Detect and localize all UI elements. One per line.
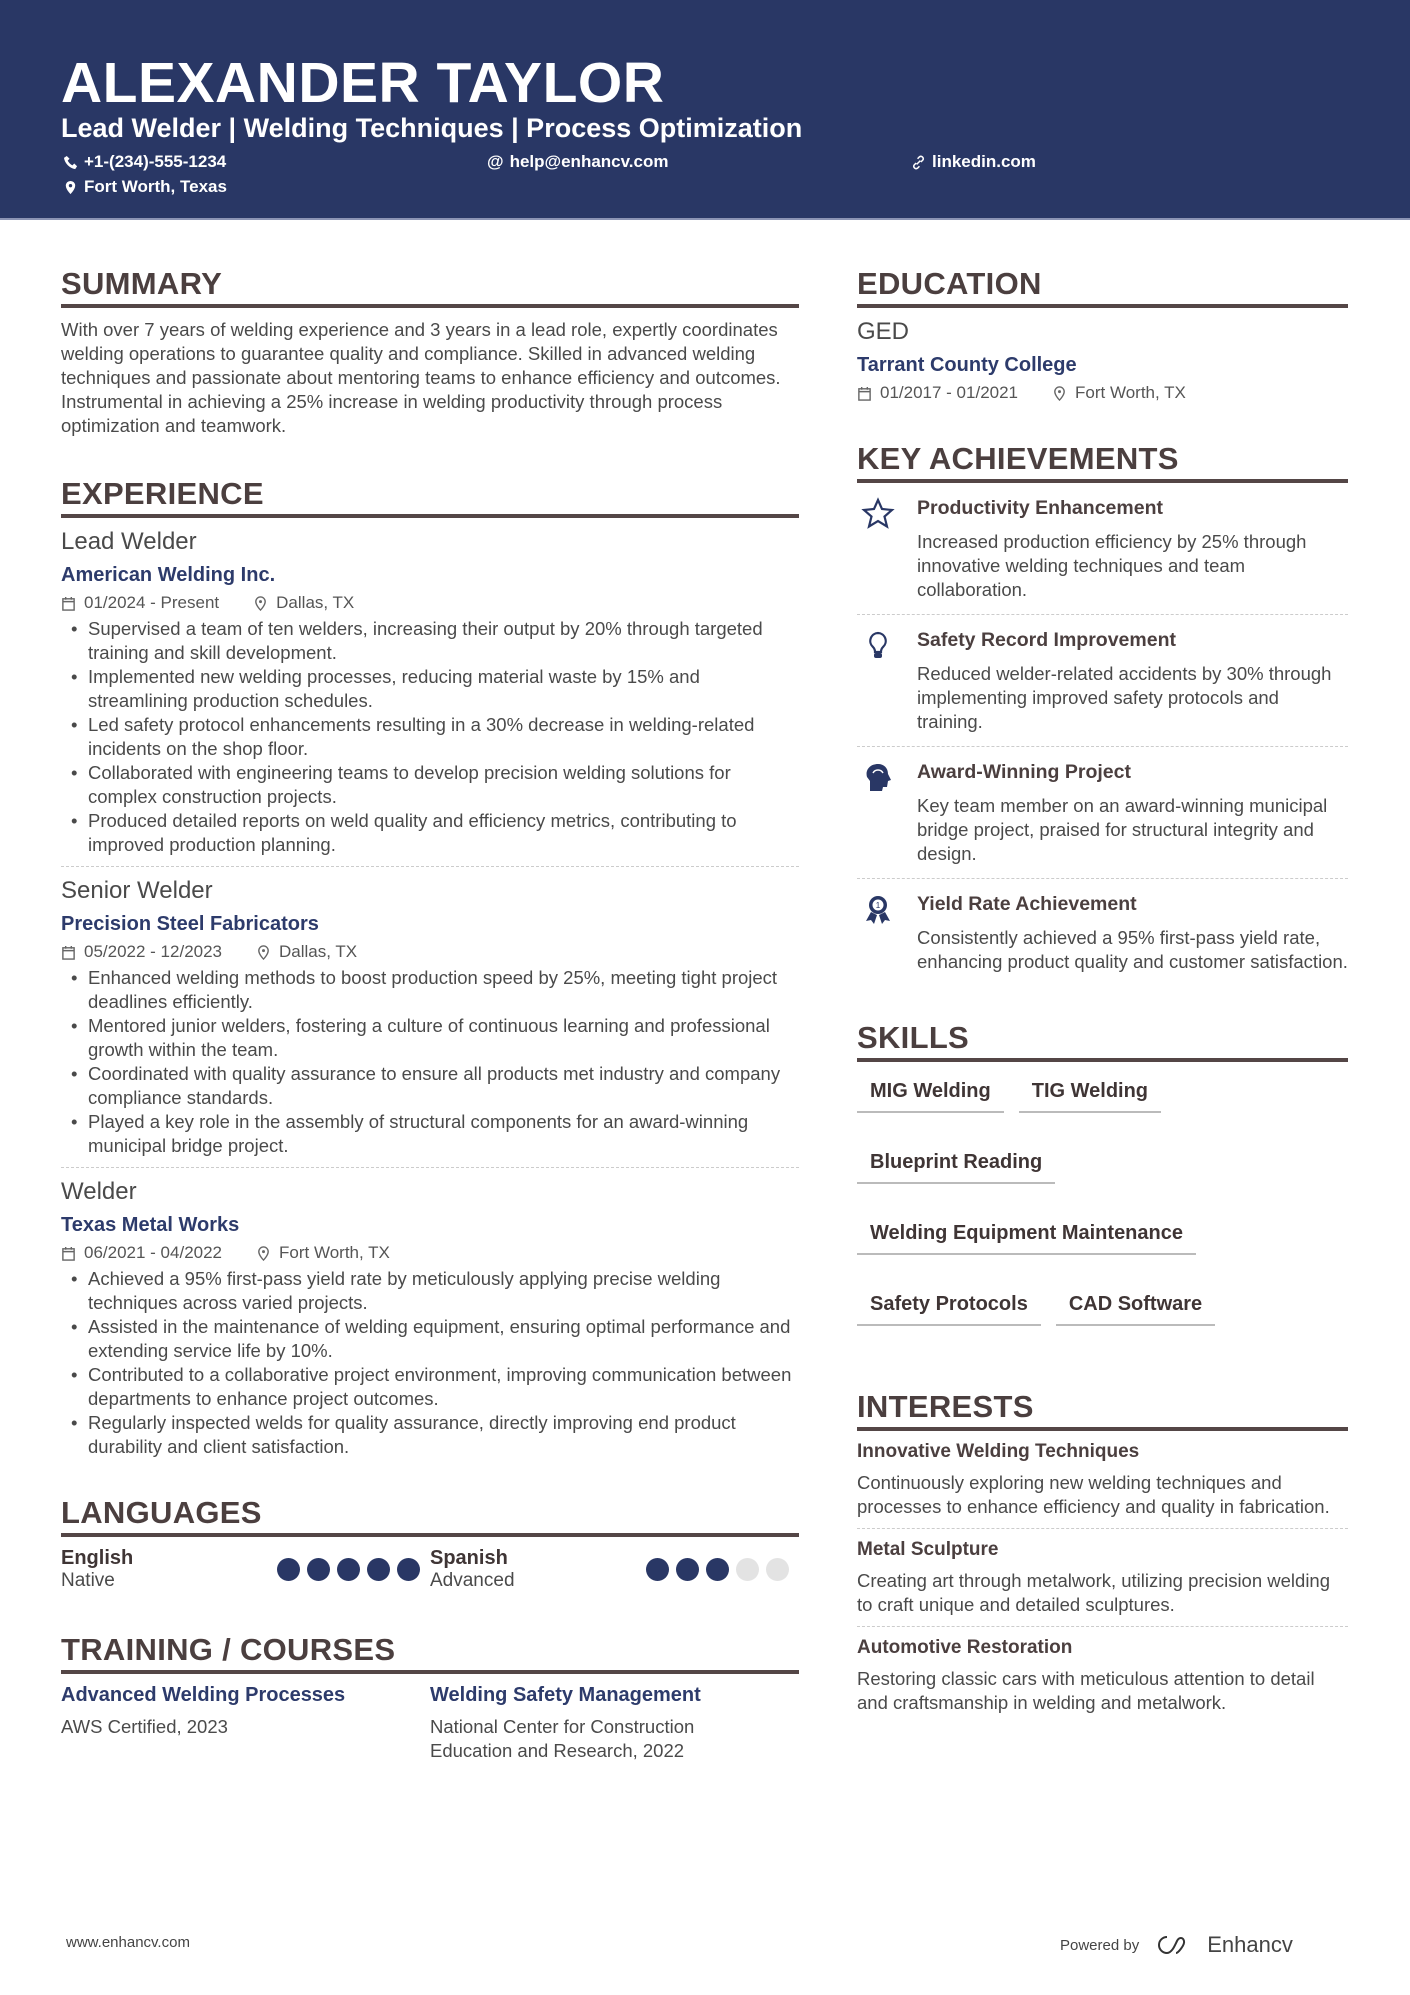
skill-tag: Safety Protocols xyxy=(857,1293,1041,1326)
achievement-text: Key team member on an award-winning municipal bridge project, praised for structural integrity and design. xyxy=(917,795,1328,864)
job-role: Welder xyxy=(61,1178,137,1205)
location-pin-icon xyxy=(253,596,268,611)
medal-icon xyxy=(861,893,895,927)
location-text: Fort Worth, Texas xyxy=(84,177,227,196)
achievement-item xyxy=(857,615,1348,747)
language-level: Advanced xyxy=(430,1570,515,1591)
job-bullet: • Achieved a 95% first-pass yield rate by meticulously applying precise welding techniques across varied projects. xyxy=(61,1267,799,1315)
achievement-title: Productivity Enhancement xyxy=(917,497,1163,519)
job-bullets xyxy=(61,617,799,857)
interest-text: Creating art through metalwork, utilizing precision welding to craft unique and detailed sculptures. xyxy=(857,1569,1348,1627)
job-bullet: • Played a key role in the assembly of structural components for an award-winning municipal bridge project. xyxy=(61,1110,799,1158)
training-list xyxy=(61,1684,799,1763)
right-column xyxy=(857,266,1348,1724)
job-meta xyxy=(61,1243,799,1263)
head-icon xyxy=(861,761,895,795)
course-detail: National Center for Construction Education and Research, 2022 xyxy=(430,1716,695,1761)
job-divider xyxy=(61,866,799,867)
achievement-item xyxy=(857,747,1348,879)
calendar-icon xyxy=(857,386,872,401)
location-pin-icon xyxy=(1052,386,1067,401)
job-role: Senior Welder xyxy=(61,877,213,904)
job-bullet: • Produced detailed reports on weld quality and efficiency metrics, contributing to improved production planning. xyxy=(61,809,799,857)
language-item xyxy=(61,1547,430,1592)
link-icon xyxy=(911,155,926,170)
location-pin-icon xyxy=(63,180,78,195)
rating-dot xyxy=(646,1558,669,1581)
calendar-icon xyxy=(61,596,76,611)
interest-text: Continuously exploring new welding techniques and processes to enhance efficiency and quality in fabrication. xyxy=(857,1471,1348,1529)
job-bullet: • Coordinated with quality assurance to ensure all products met industry and company compliance standards. xyxy=(61,1062,799,1110)
candidate-title: Lead Welder | Welding Techniques | Process Optimization xyxy=(61,113,803,143)
job-bullets xyxy=(61,1267,799,1459)
linkedin-text[interactable]: linkedin.com xyxy=(932,152,1036,171)
job-company: American Welding Inc. xyxy=(61,564,276,586)
rating-dot xyxy=(676,1558,699,1581)
linkedin-contact[interactable] xyxy=(911,152,1036,172)
brand-name: Enhancv xyxy=(1207,1932,1293,1957)
education-degree: GED xyxy=(857,318,910,345)
job-bullet: • Enhanced welding methods to boost production speed by 25%, meeting tight project deadlines efficiently. xyxy=(61,966,799,1014)
job-divider xyxy=(61,1167,799,1168)
job-bullet: • Regularly inspected welds for quality assurance, directly improving end product durability and client satisfaction. xyxy=(61,1411,799,1459)
summary-heading: SUMMARY xyxy=(61,266,799,308)
achievement-title: Yield Rate Achievement xyxy=(917,893,1137,915)
calendar-icon xyxy=(61,945,76,960)
achievements-list xyxy=(857,483,1348,986)
course-title: Welding Safety Management xyxy=(430,1684,701,1706)
skill-tag: CAD Software xyxy=(1056,1293,1215,1326)
training-heading: TRAINING / COURSES xyxy=(61,1632,799,1674)
rating-dot xyxy=(736,1558,759,1581)
left-column xyxy=(61,266,799,1763)
powered-by-text: Powered by xyxy=(1060,1936,1140,1954)
achievements-heading: KEY ACHIEVEMENTS xyxy=(857,441,1348,483)
job-entry xyxy=(61,877,799,1158)
achievement-text: Reduced welder-related accidents by 30% through implementing improved safety protocols and training. xyxy=(917,663,1332,732)
rating-dot xyxy=(706,1558,729,1581)
location-pin-icon xyxy=(256,945,271,960)
job-bullet: • Mentored junior welders, fostering a culture of continuous learning and professional growth within the team. xyxy=(61,1014,799,1062)
achievement-item xyxy=(857,879,1348,986)
job-dates: 01/2024 - Present xyxy=(84,593,220,612)
experience-list xyxy=(61,528,799,1459)
at-icon: @ xyxy=(487,152,504,171)
job-entry xyxy=(61,528,799,857)
phone-text: +1-(234)-555-1234 xyxy=(84,152,227,171)
interests-heading: INTERESTS xyxy=(857,1389,1348,1431)
interest-title: Innovative Welding Techniques xyxy=(857,1441,1140,1462)
phone-contact xyxy=(63,152,226,172)
education-heading: EDUCATION xyxy=(857,266,1348,308)
skill-tag: Welding Equipment Maintenance xyxy=(857,1222,1196,1255)
rating-dot xyxy=(307,1558,330,1581)
footer-branding xyxy=(1060,1932,1293,1958)
svg-text:1: 1 xyxy=(875,901,881,910)
lightbulb-icon xyxy=(861,629,895,663)
job-bullet: • Contributed to a collaborative project environment, improving communication between departments to enhance project outcomes. xyxy=(61,1363,799,1411)
course-title: Advanced Welding Processes xyxy=(61,1684,346,1706)
course-detail: AWS Certified, 2023 xyxy=(61,1716,228,1737)
interest-text: Restoring classic cars with meticulous attention to detail and craftsmanship in welding and metalwork. xyxy=(857,1668,1315,1713)
interest-title: Metal Sculpture xyxy=(857,1539,999,1560)
job-bullets xyxy=(61,966,799,1158)
location-pin-icon xyxy=(256,1246,271,1261)
job-bullet: • Implemented new welding processes, reducing material waste by 15% and streamlining production schedules. xyxy=(61,665,799,713)
language-rating xyxy=(646,1558,789,1581)
skill-tag: MIG Welding xyxy=(857,1080,1004,1113)
calendar-icon xyxy=(61,1246,76,1261)
languages-heading: LANGUAGES xyxy=(61,1495,799,1537)
achievement-text: Consistently achieved a 95% first-pass yield rate, enhancing product quality and customer satisfaction. xyxy=(917,927,1348,972)
interest-item xyxy=(857,1637,1348,1724)
summary-text: With over 7 years of welding experience and 3 years in a lead role, expertly coordinates welding operations to guarantee quality and compliance. Skilled in advanced welding techniques and passionate about mentoring teams to enhance efficiency and outcomes. Instrumental in achieving a 25% increase in welding productivity through process optimization and teamwork. xyxy=(61,319,781,436)
star-icon xyxy=(861,497,895,531)
interest-title: Automotive Restoration xyxy=(857,1637,1073,1658)
language-name: English xyxy=(61,1547,134,1569)
skill-tag: Blueprint Reading xyxy=(857,1151,1055,1184)
experience-heading: EXPERIENCE xyxy=(61,476,799,518)
job-meta xyxy=(61,942,799,962)
resume-header xyxy=(0,0,1410,220)
language-rating xyxy=(277,1558,420,1581)
job-dates: 05/2022 - 12/2023 xyxy=(84,942,223,961)
course-item xyxy=(61,1684,430,1763)
enhancv-logo-icon xyxy=(1153,1933,1199,1957)
language-item xyxy=(430,1547,799,1592)
location-contact xyxy=(63,177,227,197)
phone-icon xyxy=(63,155,78,170)
job-bullet: • Collaborated with engineering teams to develop precision welding solutions for complex construction projects. xyxy=(61,761,799,809)
education-school: Tarrant County College xyxy=(857,354,1077,376)
education-location: Fort Worth, TX xyxy=(1075,383,1186,402)
rating-dot xyxy=(367,1558,390,1581)
job-entry xyxy=(61,1178,799,1459)
rating-dot xyxy=(337,1558,360,1581)
rating-dot xyxy=(277,1558,300,1581)
achievement-title: Safety Record Improvement xyxy=(917,629,1176,651)
email-contact[interactable] xyxy=(487,152,669,172)
education-dates: 01/2017 - 01/2021 xyxy=(880,383,1019,402)
achievement-item xyxy=(857,483,1348,615)
email-text[interactable]: help@enhancv.com xyxy=(509,152,669,171)
job-location: Dallas, TX xyxy=(276,593,355,612)
skills-list xyxy=(857,1080,1348,1345)
interest-item xyxy=(857,1441,1348,1529)
job-role: Lead Welder xyxy=(61,528,197,555)
skill-tag: TIG Welding xyxy=(1019,1080,1161,1113)
rating-dot xyxy=(397,1558,420,1581)
job-bullet: • Led safety protocol enhancements resulting in a 30% decrease in welding-related incidents on the shop floor. xyxy=(61,713,799,761)
language-level: Native xyxy=(61,1570,115,1591)
candidate-name: ALEXANDER TAYLOR xyxy=(61,51,665,115)
job-dates: 06/2021 - 04/2022 xyxy=(84,1243,223,1262)
job-bullet: • Assisted in the maintenance of welding equipment, ensuring optimal performance and extending service life by 10%. xyxy=(61,1315,799,1363)
language-name: Spanish xyxy=(430,1547,508,1569)
course-item xyxy=(430,1684,799,1763)
skills-heading: SKILLS xyxy=(857,1020,1348,1062)
languages-list xyxy=(61,1547,799,1592)
job-company: Precision Steel Fabricators xyxy=(61,913,319,935)
rating-dot xyxy=(766,1558,789,1581)
job-location: Fort Worth, TX xyxy=(279,1243,390,1262)
job-location: Dallas, TX xyxy=(279,942,358,961)
job-meta xyxy=(61,593,799,613)
job-bullet: • Supervised a team of ten welders, increasing their output by 20% through targeted training and skill development. xyxy=(61,617,799,665)
interests-list xyxy=(857,1441,1348,1724)
footer-website[interactable]: www.enhancv.com xyxy=(66,1934,190,1951)
job-company: Texas Metal Works xyxy=(61,1214,240,1236)
achievement-title: Award-Winning Project xyxy=(917,761,1131,783)
education-meta xyxy=(857,383,1348,403)
achievement-text: Increased production efficiency by 25% through innovative welding techniques and team collaboration. xyxy=(917,531,1307,600)
interest-item xyxy=(857,1539,1348,1627)
